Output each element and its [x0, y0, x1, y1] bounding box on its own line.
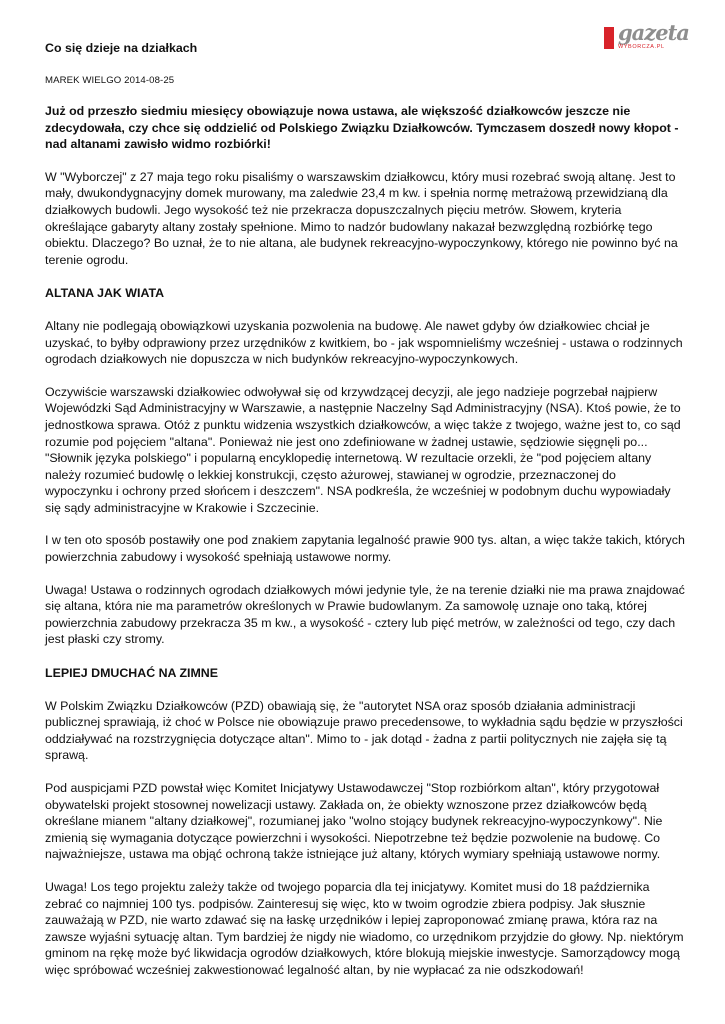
paragraph-6: W Polskim Związku Działkowców (PZD) obawiają się, że "autorytet NSA oraz sposób działania administracji publicznej sprawiają, iż choć w Polsce nie obowiązuje prawo precedensowe, to wykładnia sądu będzie w przyszłości oddziaływać na rozstrzygnięcia dotyczące altan". Mimo to - jak dotąd - żadna z partii politycznych nie zajęła się tą sprawą.: [45, 698, 683, 763]
article-byline: MAREK WIELGO 2014-08-25: [45, 75, 175, 86]
article-title: Co się dzieje na działkach: [45, 41, 198, 55]
paragraph-4: I w ten oto sposób postawiły one pod znakiem zapytania legalność prawie 900 tys. altan, a więc także takich, których powierzchnia zabudowy i wysokość spełniają ustawowe normy.: [45, 533, 685, 565]
article-body: [45, 39, 685, 979]
paragraph-7: Pod auspicjami PZD powstał więc Komitet Inicjatywy Ustawodawczej "Stop rozbiórkom altan", który przygotował obywatelski projekt stosownej nowelizacji ustawy. Zakłada on, że obiekty wznoszone przez działkowców będą określane mianem "altany działkowej", rozumianej jako "wolno stojący budynek rekreacyjno-wypoczynkowy". Nie zmienią się wymagania dotyczące powierzchni i wysokości. Niepotrzebne też będzie pozwolenie na budowę. Co najważniejsze, ustawa ma objąć ochroną także istniejące już altany, których wymiary spełniają ustawowe normy.: [45, 781, 663, 862]
section-heading-2: LEPIEJ DMUCHAĆ NA ZIMNE: [45, 666, 219, 681]
paragraph-5: Uwaga! Ustawa o rodzinnych ogrodach działkowych mówi jedynie tyle, że na terenie działki nie ma prawa znajdować się altana, która nie ma parametrów określonych w Prawie budowlanym. Za samowolę uznaje ono taką, której powierzchnia zabudowy przekracza 35 m kw., a wysokość - cztery lub pięć metrów, w zależności od tego, czy dach jest płaski czy stromy.: [45, 582, 685, 647]
paragraph-8: Uwaga! Los tego projektu zależy także od twojego poparcia dla tej inicjatywy. Komitet musi do 18 października zebrać co najmniej 100 tys. podpisów. Zainteresuj się więc, kto w twoim ogrodzie zbiera podpisy. Jak słusznie zauważają w PZD, nie warto zdawać się na łaskę urzędników i lepiej zaproponować zmianę prawa, która raz na zawsze wyjaśni sytuację altan. Tym bardziej że nigdy nie wiadomo, co urzędnikom przyjdzie do głowy. Np. niektórym gminom na rękę może być likwidacja ogrodów działkowych, które blokują miejskie inwestycje. Samorządowcy mogą więc spróbować wcześniej zakwestionować legalność altan, by nie wypłacać za nie odszkodowań!: [45, 879, 684, 977]
logo-wordmark: gazeta: [618, 20, 689, 45]
section-heading-1: ALTANA JAK WIATA: [45, 286, 165, 301]
paragraph-2: Altany nie podlegają obowiązkowi uzyskania pozwolenia na budowę. Ale nawet gdyby ów działkowiec chciał je uzyskać, to byłby odprawiony przez urzędników z kwitkiem, bo - jak wspomnieliśmy wcześniej - ustawa o rodzinnych ogrodach działkowych nie dopuszcza w nich budynków rekreacyjno-wypoczynkowych.: [45, 318, 683, 367]
logo-subtitle: WYBORCZA.PL: [618, 44, 665, 50]
article-lead: Już od przeszło siedmiu miesięcy obowiązuje nowa ustawa, ale większość działkowców jeszcze nie zdecydowała, czy chce się oddzielić od Polskiego Związku Działkowców. Tymczasem doszedł nowy kłopot - nad altanami zawisło widmo rozbiórki!: [45, 104, 679, 152]
paragraph-3: Oczywiście warszawski działkowiec odwoływał się od krzywdzącej decyzji, ale jego nadzieje pogrzebał najpierw Wojewódzki Sąd Administracyjny w Warszawie, a następnie Naczelny Sąd Administracyjny (NSA). Ktoś powie, że to jednostkowa sprawa. Otóż z punktu widzenia wszystkich działkowców, a więc także z twojego, ważne jest to, co sąd rozumie pod pojęciem "altana". Ponieważ nie jest ono zdefiniowane w żadnej ustawie, sędziowie sięgnęli po... "Słownik języka polskiego" i popularną encyklopedię internetową. W rezultacie orzekli, że "pod pojęciem altany należy rozumieć budowlę o lekkiej konstrukcji, często ażurowej, stawianej w ogrodzie, przeznaczonej do wypoczynku i ochrony przed słońcem i deszczem". NSA podkreśla, że wcześniej w podobnym duchu wypowiadały się sądy administracyjne w Krakowie i Szczecinie.: [45, 384, 681, 515]
paragraph-1: W "Wyborczej" z 27 maja tego roku pisaliśmy o warszawskim działkowcu, który musi rozebrać swoją altanę. Jest to mały, dwukondygnacyjny domek murowany, ma zaledwie 23,4 m kw. i spełnia normę metrażową przewidzianą dla działkowych budowli. Jego wysokość też nie przekracza dopuszczalnych pięciu metrów. Słowem, kryteria określające gabaryty altany zostały spełnione. Mimo to nadzór budowlany nakazał bezwzględną rozbiórkę tego obiektu. Dlaczego? Bo uznał, że to nie altana, ale budynek rekreacyjno-wypoczynkowy, którego nie powinno być na terenie ogrodu.: [45, 169, 678, 267]
